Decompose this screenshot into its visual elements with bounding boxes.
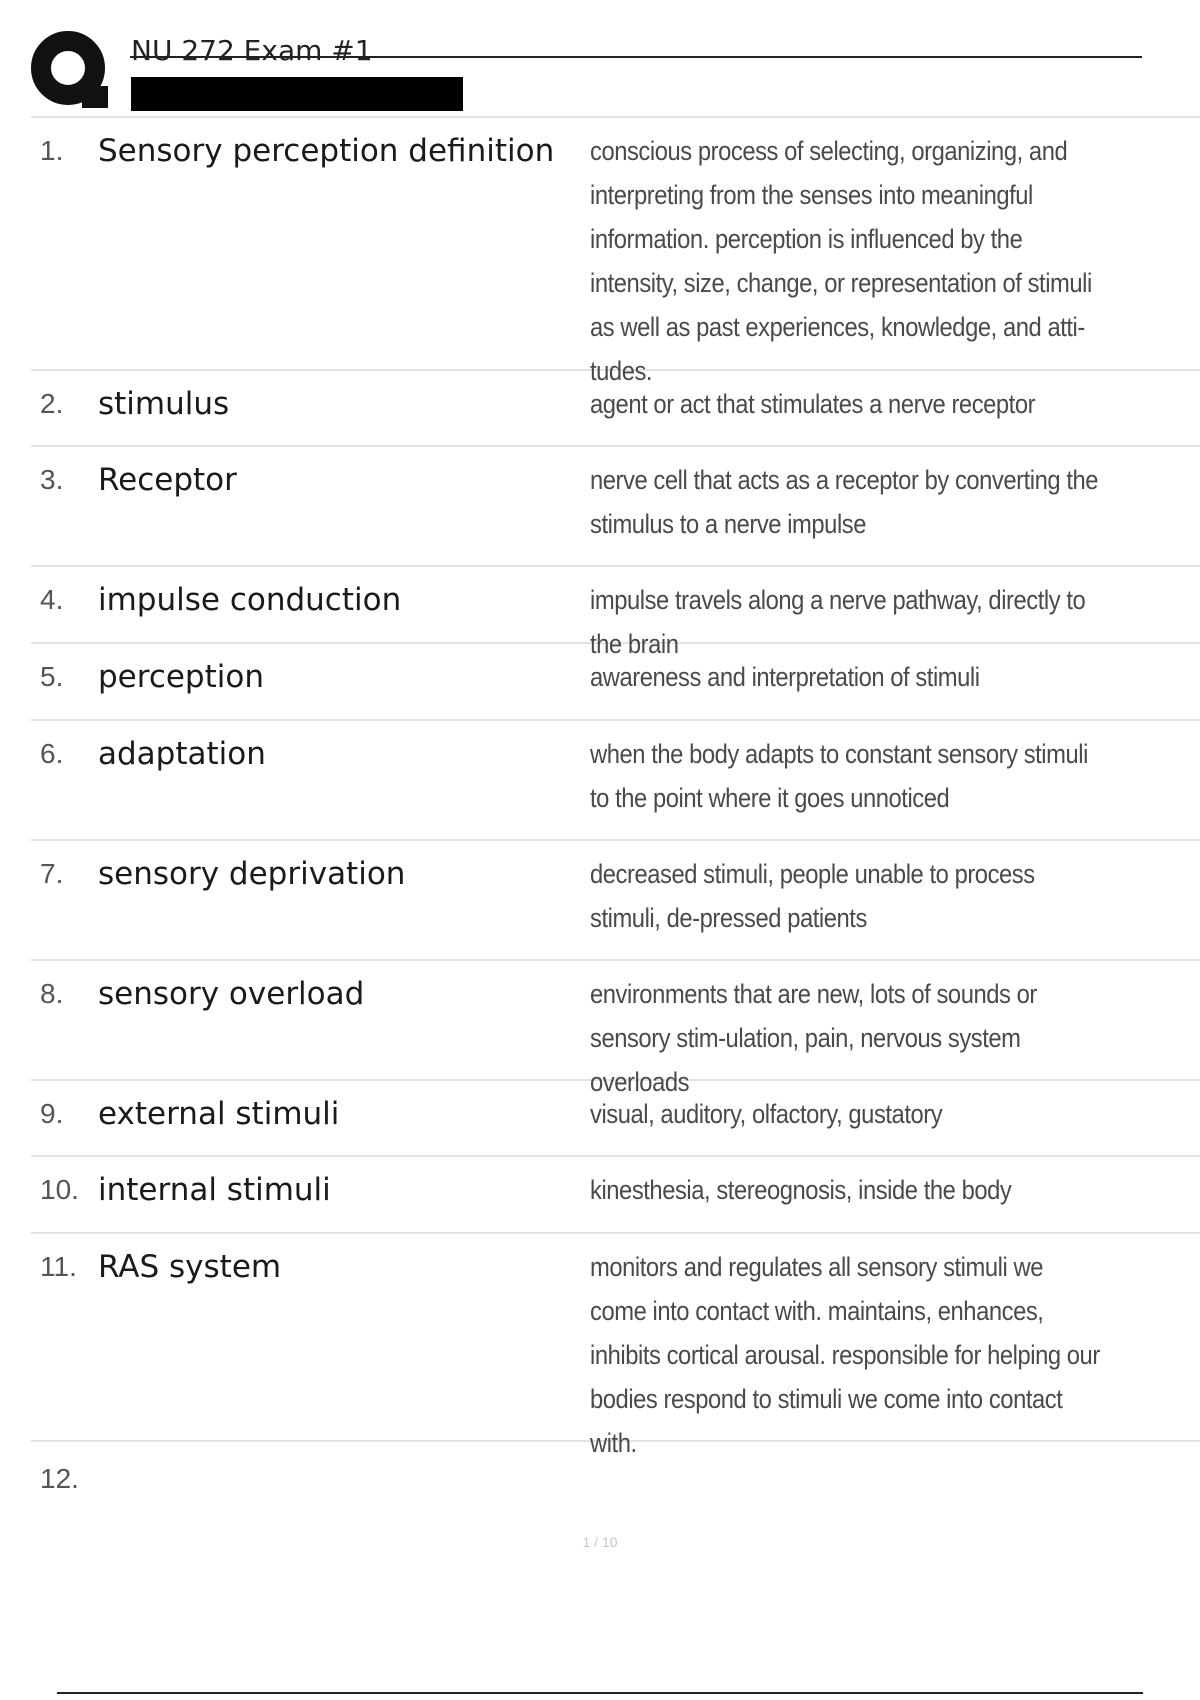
- flashcard-list: [31, 116, 1200, 1522]
- card-number: 4.: [40, 584, 64, 615]
- card-definition: nerve cell that acts as a receptor by converting the stimulus to a nerve impulse: [590, 465, 1099, 539]
- card-definition: decreased stimuli, people unable to process stimuli, de-pressed patients: [590, 859, 1035, 933]
- document-title: NU 272 Exam #1: [131, 34, 373, 67]
- card-number: 8.: [40, 978, 64, 1009]
- flashcard-row: [31, 447, 1200, 567]
- page-indicator: 1 / 10: [582, 1534, 618, 1550]
- flashcard-row: [31, 118, 1200, 386]
- flashcard-row: [31, 961, 1200, 1097]
- card-definition: monitors and regulates all sensory stimuli we come into contact with. maintains, enhances, inhibits cortical arousal. responsible for helping our bodies respond to stimuli we come into contact with.: [590, 1252, 1100, 1458]
- card-definition: conscious process of selecting, organizing, and interpreting from the senses into meaningful information. perception is influenced by the intensity, size, change, or representation of stimuli as well as past experiences, knowledge, and atti-tudes.: [590, 136, 1092, 386]
- card-definition: agent or act that stimulates a nerve receptor: [590, 389, 1036, 419]
- card-number: 1.: [40, 135, 64, 166]
- card-term: Receptor: [98, 462, 237, 498]
- card-number: 12.: [40, 1463, 79, 1494]
- card-number: 7.: [40, 858, 64, 889]
- card-number: 10.: [40, 1174, 79, 1205]
- card-term: Sensory perception definition: [98, 133, 555, 169]
- flashcard-row: [31, 841, 1200, 961]
- card-term: internal stimuli: [98, 1172, 331, 1208]
- flashcard-row: [31, 1081, 1200, 1157]
- card-definition: impulse travels along a nerve pathway, directly to the brain: [590, 585, 1086, 659]
- card-term: stimulus: [98, 386, 230, 422]
- flashcard-row: [31, 1234, 1200, 1458]
- card-definition: when the body adapts to constant sensory stimuli to the point where it goes unnoticed: [590, 739, 1088, 813]
- card-definition: [590, 1457, 1100, 1511]
- card-number: 9.: [40, 1098, 64, 1129]
- q-logo-icon: [30, 30, 112, 112]
- card-term: perception: [98, 659, 264, 695]
- card-term: sensory deprivation: [98, 856, 406, 892]
- card-definition: visual, auditory, olfactory, gustatory: [590, 1099, 943, 1129]
- card-number: 3.: [40, 464, 64, 495]
- card-definition: kinesthesia, stereognosis, inside the body: [590, 1175, 1012, 1205]
- card-number: 11.: [40, 1251, 77, 1282]
- card-term: RAS system: [98, 1249, 282, 1285]
- footer-rule: [57, 1692, 1143, 1694]
- card-number: 6.: [40, 738, 64, 769]
- card-term: impulse conduction: [98, 582, 402, 618]
- flashcard-row: [31, 371, 1200, 447]
- card-definition: environments that are new, lots of sounds or sensory stim-ulation, pain, nervous system overloads: [590, 979, 1037, 1097]
- flashcard-row: [31, 721, 1200, 841]
- flashcard-row: [31, 567, 1200, 659]
- flashcard-row: [31, 644, 1200, 721]
- flashcard-row: [31, 1157, 1200, 1234]
- card-term: external stimuli: [98, 1096, 340, 1132]
- card-term: adaptation: [98, 736, 266, 772]
- card-definition: awareness and interpretation of stimuli: [590, 662, 980, 692]
- card-term: [98, 1457, 590, 1511]
- card-number: 5.: [40, 661, 64, 692]
- page-header: [0, 0, 1200, 120]
- card-number: 2.: [40, 388, 64, 419]
- redacted-block: [131, 77, 463, 111]
- card-term: sensory overload: [98, 976, 365, 1012]
